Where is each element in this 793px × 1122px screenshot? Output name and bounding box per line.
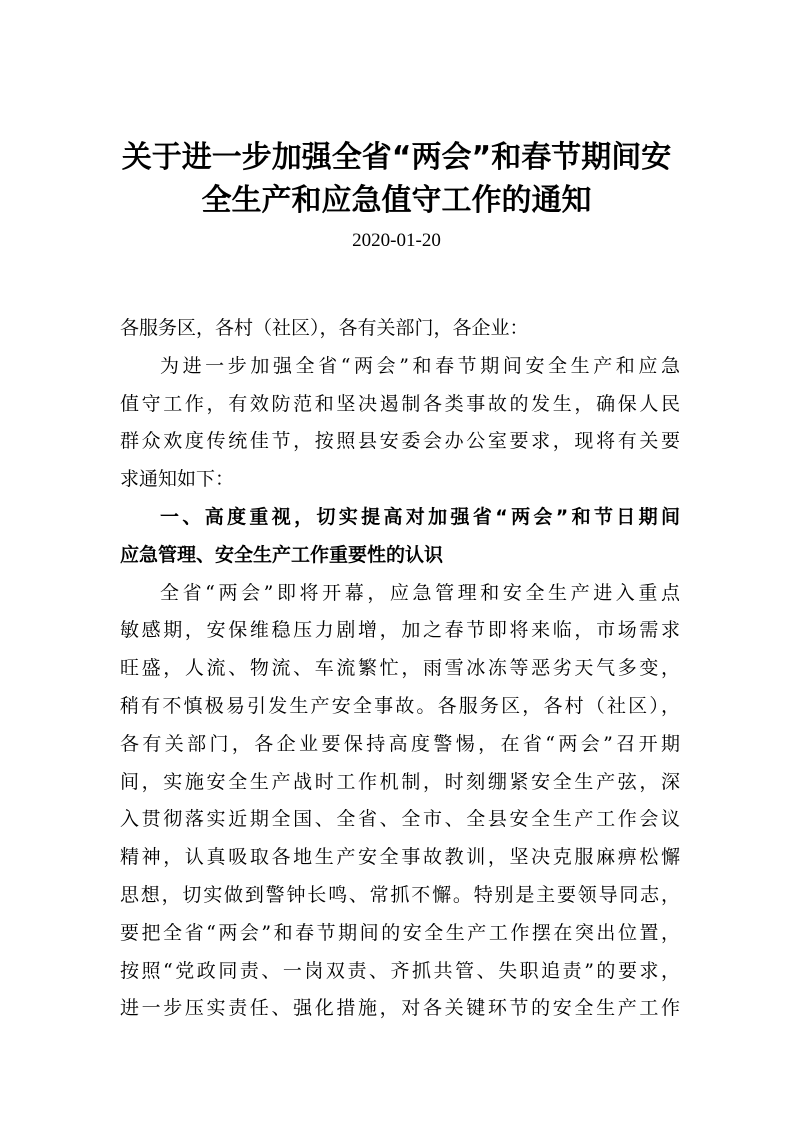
title-line: 全生产和应急值守工作的通知 [201, 183, 592, 218]
title-line: 关于进一步加强全省“两会”和春节期间安 [121, 140, 672, 175]
text-line: 精神，认真吸取各地生产安全事故教训，坚决克服麻痹松懈 [120, 846, 680, 869]
heading-line: 一、高度重视，切实提高对加强省“两会”和节日期间 [160, 505, 680, 528]
section-heading-1 [120, 499, 680, 575]
document-body [120, 310, 680, 1028]
text-line: 思想，切实做到警钟长鸣、常抓不懈。特别是主要领导同志， [120, 883, 680, 906]
document-date: 2020-01-20 [352, 230, 441, 251]
text-line: 全省“两会”即将开幕，应急管理和安全生产进入重点 [160, 581, 680, 604]
document-title [100, 136, 693, 222]
text-line: 稍有不慎极易引发生产安全事故。各服务区，各村（社区）， [120, 694, 680, 717]
salutation: 各服务区，各村（社区），各有关部门，各企业： [120, 317, 529, 339]
section-1-paragraph [120, 575, 680, 1029]
text-line: 进一步压实责任、强化措施，对各关键环节的安全生产工作 [120, 997, 680, 1020]
text-line: 旺盛，人流、物流、车流繁忙，雨雪冰冻等恶劣天气多变， [120, 657, 680, 680]
text-line: 间，实施安全生产战时工作机制，时刻绷紧安全生产弦，深 [120, 770, 680, 793]
text-line: 各有关部门，各企业要保持高度警惕，在省“两会”召开期 [120, 732, 680, 755]
intro-paragraph [120, 348, 680, 499]
text-line: 群众欢度传统佳节，按照县安委会办公室要求，现将有关要 [120, 430, 680, 453]
text-line: 按照“党政同责、一岗双责、齐抓共管、失职追责”的要求， [120, 959, 680, 982]
text-line: 要把全省“两会”和春节期间的安全生产工作摆在突出位置， [120, 921, 680, 944]
text-line: 入贯彻落实近期全国、全省、全市、全县安全生产工作会议 [120, 808, 680, 831]
heading-line: 应急管理、安全生产工作重要性的认识 [120, 543, 444, 566]
text-line: 为进一步加强全省“两会”和春节期间安全生产和应急 [160, 354, 680, 377]
text-line: 值守工作，有效防范和坚决遏制各类事故的发生，确保人民 [120, 392, 680, 415]
text-line: 敏感期，安保维稳压力剧增，加之春节即将来临，市场需求 [120, 619, 680, 642]
text-line: 求通知如下： [120, 468, 235, 491]
